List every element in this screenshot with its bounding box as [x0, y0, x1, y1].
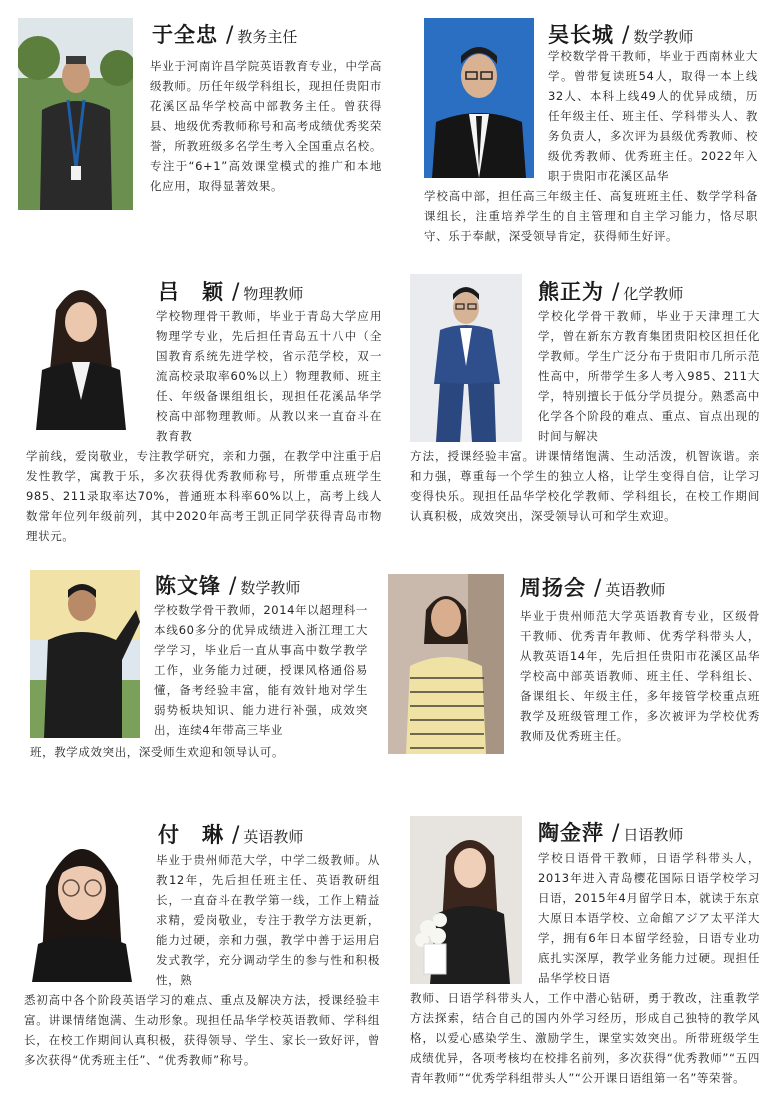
teacher-role: 数学教师: [633, 28, 694, 46]
teacher-bio-continued: 学前线，爱岗敬业，专注教学研究，亲和力强，在教学中注重于启发性教学，寓教于乐，多次获得优秀教师称号，所带重点班学生985、211录取率达70%，普通班本科率60%以上，高考上线人数常年位列年级前列，其中2020年高考王凯正同学获得青岛市物理状元。: [26, 449, 382, 543]
teacher-heading: [520, 572, 665, 602]
teacher-name: 付 琳: [158, 823, 224, 847]
teacher-photo-wu-changcheng: [424, 18, 534, 178]
teacher-bio: 学校化学骨干教师，毕业于天津理工大学，曾在新东方教育集团贵阳校区担任化学教师。学生广泛分布于贵阳市几所示范性高中，所带学生多人考入985、211大学，特别擅长于低分学员提分。熟悉高中化学各个阶段的难点、重点、盲点出现的时间与解决: [538, 309, 760, 443]
teacher-bio: 毕业于河南许昌学院英语教育专业，中学高级教师。历任年级学科组长，现担任贵阳市花溪区品华学校高中部教务主任。曾获得县、地级优秀教师称号和高考成绩优秀奖荣誉，所教班级多名学生考入全国重点名校。专注于“6+1”高效课堂模式的推广和本地化应用，取得显著效果。: [150, 59, 382, 193]
title-separator: /: [622, 23, 630, 48]
teacher-role: 数学教师: [240, 579, 301, 597]
teacher-bio-continued: 学校高中部，担任高三年级主任、高复班班主任、数学学科备课组长，注重培养学生的自主管理和自主学习能力，恪尽职守、乐于奉献，深受领导肯定，获得师生好评。: [424, 189, 758, 243]
title-separator: /: [232, 280, 240, 305]
title-separator: /: [612, 821, 620, 846]
teacher-bio: 毕业于贵州师范大学，中学二级教师。从教12年，先后担任班主任、英语教研组长，一直奋斗在教学第一线，工作上精益求精，爱岗敬业，专注于教学方法更新，能力过硬，亲和力强，教学中善于运用启发式教学，充分调动学生的参与性和积极性，熟: [156, 853, 380, 987]
teacher-photo-zhou-yanghui: [388, 574, 504, 754]
teacher-bio: 学校数学骨干教师，2014年以超理科一本线60多分的优异成绩进入浙江理工大学学习，毕业后一直从事高中数学教学工作，业务能力过硬，授课风格通俗易懂，备考经验丰富，能有效针地对学生弱势板块知识、能力进行补强，成效突出，连续4年带高三毕业: [154, 603, 368, 737]
teacher-bio: 学校数学骨干教师，毕业于西南林业大学。曾带复读班54人，取得一本上线32人、本科上线49人的优异成绩，历任年级主任、班主任、学科带头人、教务负责人，多次评为县级优秀教师、校级优秀教师、优秀班主任。2022年入职于贵阳市花溪区品华: [548, 49, 758, 183]
teacher-role: 化学教师: [623, 285, 684, 303]
teacher-heading: [158, 819, 303, 849]
title-separator: /: [232, 823, 240, 848]
title-separator: /: [229, 574, 237, 599]
teacher-heading: [538, 817, 683, 847]
teacher-bio: 毕业于贵州师范大学英语教育专业，区级骨干教师、优秀青年教师、优秀学科带头人，从教英语14年，先后担任贵阳市花溪区品华学校高中部英语教师、班主任、学科组长、备课组长、年级主任，多年接管学校重点班教学及班级管理工作，多次被评为学校优秀教师及优秀班主任。: [520, 609, 760, 743]
teacher-bio-continued: 班，教学成效突出，深受师生欢迎和领导认可。: [30, 745, 285, 759]
teacher-heading: [548, 19, 693, 49]
teacher-role: 英语教师: [243, 828, 304, 846]
teacher-role: 教务主任: [237, 28, 298, 46]
teacher-photo-xiong-zhengwei: [410, 274, 522, 442]
teacher-name: 吴长城: [548, 23, 614, 47]
teacher-bio-continued: 教师、日语学科带头人，工作中潜心钻研，勇于教改，注重教学方法探索，结合自己的国内外学习经历，形成自己独特的教学风格，以爱心感染学生、激励学生，课堂实效突出。所带班级学生成绩优异，各项考核均在校排名前列，多次获得“优秀教师”“五四青年教师”“优秀学科组带头人”“公开课日语组第一名”等荣誉。: [410, 991, 760, 1085]
title-separator: /: [594, 576, 602, 601]
teacher-name: 于全忠: [152, 23, 218, 47]
teacher-photo-yu-quanzhong: [18, 18, 133, 210]
teacher-heading: [158, 276, 303, 306]
teacher-bio-continued: 方法，授课经验丰富。讲课情绪饱满、生动活泼，机智诙谐。亲和力强，尊重每一个学生的独立人格，让学生变得自信，让学习变得快乐。现担任品华学校化学教师、学科组长，在校工作期间认真积极，成效突出，深受领导认可和学生欢迎。: [410, 449, 760, 523]
teacher-photo-tao-jinping: [410, 816, 522, 984]
teacher-photo-chen-wenfeng: [30, 570, 140, 738]
teacher-role: 物理教师: [243, 285, 304, 303]
teacher-photo-fu-lin: [24, 816, 140, 982]
teacher-role: 日语教师: [623, 826, 684, 844]
teacher-role: 英语教师: [605, 581, 666, 599]
teacher-bio: 学校物理骨干教师，毕业于青岛大学应用物理学专业，先后担任青岛五十八中（全国教育系统先进学校，省示范学校，双一流高校录取率60%以上）物理教师、班主任、年级备课组组长，现担任花溪品华学校高中部物理教师。从教以来一直奋斗在教育教: [156, 309, 382, 443]
title-separator: /: [226, 23, 234, 48]
teacher-heading: [155, 570, 300, 600]
teacher-name: 陶金萍: [538, 821, 604, 845]
teacher-name: 熊正为: [538, 280, 604, 304]
title-separator: /: [612, 280, 620, 305]
teacher-name: 陈文锋: [155, 574, 221, 598]
teacher-photo-lu-ying: [26, 270, 136, 430]
teacher-name: 吕 颖: [158, 280, 224, 304]
teacher-heading: [538, 276, 683, 306]
teacher-bio-continued: 悉初高中各个阶段英语学习的难点、重点及解决方法，授课经验丰富。讲课情绪饱满、生动形象。现担任品华学校英语教师、学科组长，在校工作期间认真积极，获得领导、学生、家长一致好评，曾多次获得“优秀班主任”、“优秀教师”称号。: [24, 993, 380, 1067]
teacher-name: 周扬会: [520, 576, 586, 600]
teacher-heading: [152, 19, 297, 49]
teacher-bio: 学校日语骨干教师，日语学科带头人，2013年进入青岛樱花国际日语学校学习日语，2015年4月留学日本，就读于东京大原日本语学校、立命館アジア太平洋大学，拥有6年日本留学经验，日语专业功底扎实深厚，教学业务能力过硬。现担任品华学校日语: [538, 851, 760, 985]
